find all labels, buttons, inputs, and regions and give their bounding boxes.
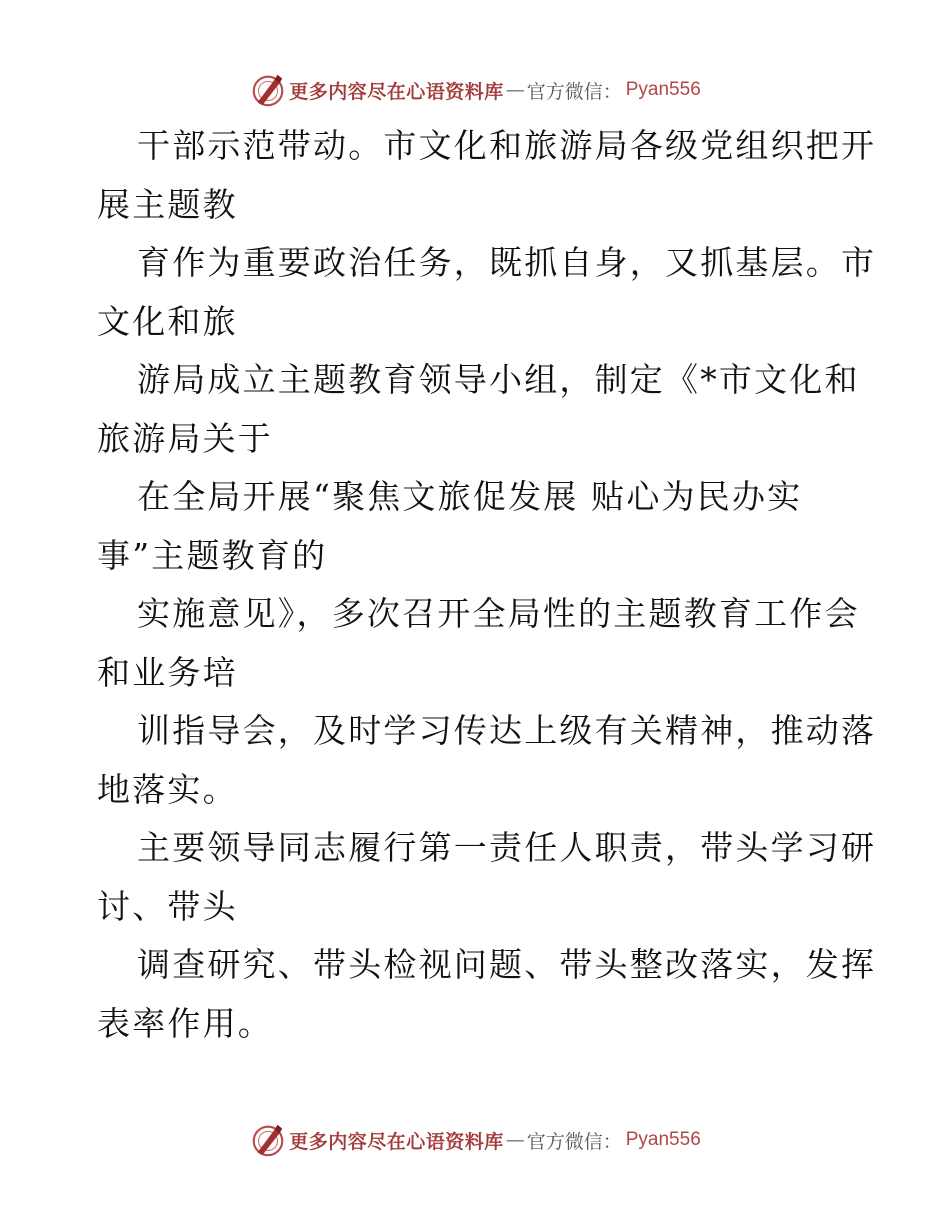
text-line: 事”主题教育的 <box>97 535 328 575</box>
banner-main-text: 更多内容尽在心语资料库 <box>289 1130 504 1153</box>
banner-wechat-label: 官方微信： <box>526 1130 622 1153</box>
banner-separator: — <box>505 79 525 101</box>
banner-wechat-id: Pyan556 <box>625 1129 701 1150</box>
text-line: 游局成立主题教育领导小组，制定《*市文化和 <box>137 360 860 399</box>
pen-logo-icon <box>249 1121 287 1159</box>
footer-watermark-banner <box>0 1120 950 1160</box>
document-body <box>97 117 877 1053</box>
text-line: 在全局开展“聚焦文旅促发展 贴心为民办实 <box>137 477 803 516</box>
text-line: 干部示范带动。市文化和旅游局各级党组织把开 <box>137 126 877 165</box>
text-line: 旅游局关于 <box>97 418 273 458</box>
text-line: 展主题教 <box>97 184 238 224</box>
header-watermark-banner <box>0 70 950 110</box>
banner-wechat-id: Pyan556 <box>625 79 701 100</box>
text-line: 地落实。 <box>97 769 238 809</box>
text-line: 和业务培 <box>97 652 238 692</box>
text-line: 主要领导同志履行第一责任人职责，带头学习研 <box>137 828 877 867</box>
banner-separator: — <box>505 1129 525 1151</box>
text-line: 文化和旅 <box>97 301 238 341</box>
banner-main-text: 更多内容尽在心语资料库 <box>289 80 504 103</box>
text-line: 调查研究、带头检视问题、带头整改落实，发挥 <box>137 945 877 984</box>
text-line: 表率作用。 <box>97 1003 273 1043</box>
text-line: 讨、带头 <box>97 886 238 926</box>
text-line: 育作为重要政治任务，既抓自身，又抓基层。市 <box>137 243 877 282</box>
banner-wechat-label: 官方微信： <box>526 80 622 103</box>
pen-logo-icon <box>249 71 287 109</box>
text-line: 实施意见》，多次召开全局性的主题教育工作会 <box>137 594 860 633</box>
text-line: 训指导会，及时学习传达上级有关精神，推动落 <box>137 711 877 750</box>
